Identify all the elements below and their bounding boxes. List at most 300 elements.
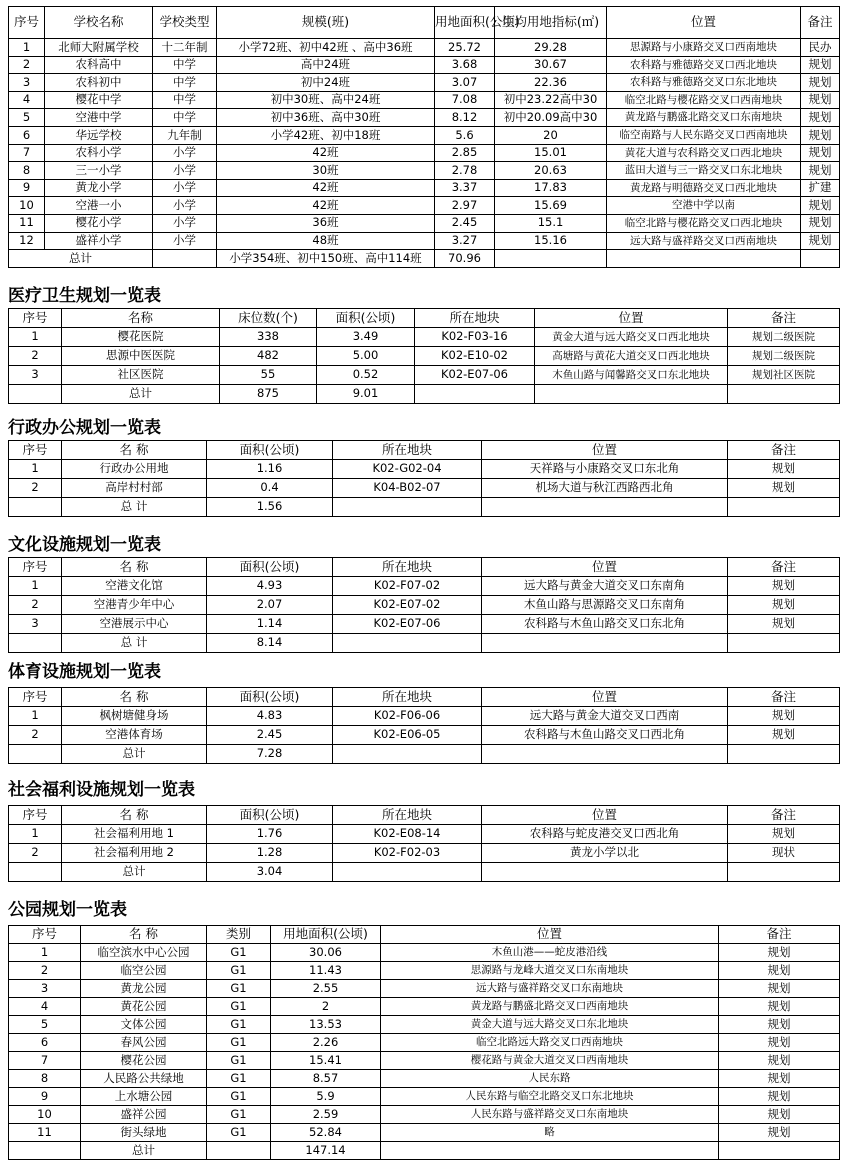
table-cell: 1 bbox=[9, 460, 62, 479]
table-row bbox=[9, 347, 840, 366]
table-cell: 2.07 bbox=[207, 596, 333, 615]
table-cell: 2 bbox=[271, 998, 381, 1016]
empty-cell bbox=[607, 250, 801, 268]
table-header-row bbox=[9, 309, 840, 328]
table-cell: 48班 bbox=[217, 232, 435, 250]
table-cell: 3.37 bbox=[435, 179, 495, 197]
table-cell: 樱花路与黄金大道交叉口西南地块 bbox=[381, 1052, 719, 1070]
table-cell: 2 bbox=[9, 596, 62, 615]
table-cell: 15.41 bbox=[271, 1052, 381, 1070]
table-cell: 规划 bbox=[728, 460, 840, 479]
empty-cell bbox=[333, 498, 482, 517]
table-row bbox=[9, 1034, 840, 1052]
table-cell: 临空北路与樱花路交叉口西南地块 bbox=[607, 91, 801, 109]
table-cell: 2 bbox=[9, 479, 62, 498]
empty-cell bbox=[9, 745, 62, 764]
table-row bbox=[9, 162, 840, 180]
table-cell: 空港文化馆 bbox=[62, 577, 207, 596]
total-cell: 总计 bbox=[62, 745, 207, 764]
column-header: 名 称 bbox=[81, 926, 207, 944]
table-cell: 3 bbox=[9, 980, 81, 998]
column-header: 所在地块 bbox=[333, 558, 482, 577]
empty-cell bbox=[333, 863, 482, 882]
column-header: 位置 bbox=[482, 558, 728, 577]
total-cell: 1.56 bbox=[207, 498, 333, 517]
table-cell: K02-E07-06 bbox=[333, 615, 482, 634]
table-cell: 1 bbox=[9, 707, 62, 726]
parks-title: 公园规划一览表 bbox=[8, 900, 127, 920]
table-cell: 8 bbox=[9, 1070, 81, 1088]
column-header: 学校类型 bbox=[153, 7, 217, 39]
table-cell: 中学 bbox=[153, 91, 217, 109]
total-row bbox=[9, 385, 840, 404]
table-cell: 5 bbox=[9, 1016, 81, 1034]
table-row bbox=[9, 998, 840, 1016]
total-row bbox=[9, 1142, 840, 1160]
table-cell: 小学 bbox=[153, 232, 217, 250]
table-cell: 1 bbox=[9, 577, 62, 596]
table-cell: 小学 bbox=[153, 179, 217, 197]
table-cell: 机场大道与秋江西路西北角 bbox=[482, 479, 728, 498]
schools-table bbox=[8, 6, 840, 268]
column-header: 备注 bbox=[728, 558, 840, 577]
empty-cell bbox=[495, 250, 607, 268]
table-cell: 樱花小学 bbox=[45, 214, 153, 232]
table-cell: 36班 bbox=[217, 214, 435, 232]
column-header: 生均用地指标(㎡) bbox=[495, 7, 607, 39]
table-cell: 5.6 bbox=[435, 126, 495, 144]
column-header: 序号 bbox=[9, 688, 62, 707]
table-cell: 1.14 bbox=[207, 615, 333, 634]
table-row bbox=[9, 39, 840, 57]
table-cell: 高岸村村部 bbox=[62, 479, 207, 498]
table-cell: 42班 bbox=[217, 144, 435, 162]
table-cell: 空港中学 bbox=[45, 109, 153, 127]
table-cell: 482 bbox=[220, 347, 317, 366]
total-row bbox=[9, 863, 840, 882]
table-cell: 2 bbox=[9, 56, 45, 74]
table-cell: 农科小学 bbox=[45, 144, 153, 162]
table-cell: 9 bbox=[9, 179, 45, 197]
table-cell: 临空南路与人民东路交叉口西南地块 bbox=[607, 126, 801, 144]
table-cell: 远大路与黄金大道交叉口东南角 bbox=[482, 577, 728, 596]
empty-cell bbox=[728, 863, 840, 882]
table-row bbox=[9, 460, 840, 479]
table-header-row bbox=[9, 441, 840, 460]
table-cell: 樱花公园 bbox=[81, 1052, 207, 1070]
table-row bbox=[9, 1016, 840, 1034]
column-header: 面积(公顷) bbox=[317, 309, 415, 328]
table-row bbox=[9, 366, 840, 385]
table-row bbox=[9, 328, 840, 347]
column-header: 序号 bbox=[9, 7, 45, 39]
total-cell: 8.14 bbox=[207, 634, 333, 653]
empty-cell bbox=[482, 863, 728, 882]
sports-title: 体育设施规划一览表 bbox=[8, 662, 161, 682]
table-cell: 街头绿地 bbox=[81, 1124, 207, 1142]
parks-table bbox=[8, 925, 840, 1160]
table-cell: 1.28 bbox=[207, 844, 333, 863]
table-cell: 规划 bbox=[728, 577, 840, 596]
table-cell: 3.49 bbox=[317, 328, 415, 347]
table-cell: 规划社区医院 bbox=[728, 366, 840, 385]
table-cell: 民办 bbox=[801, 39, 840, 57]
table-cell: 规划 bbox=[719, 980, 840, 998]
column-header: 名称 bbox=[62, 309, 220, 328]
table-cell: 高塘路与黄花大道交叉口西北地块 bbox=[535, 347, 728, 366]
empty-cell bbox=[333, 745, 482, 764]
total-cell: 总计 bbox=[9, 250, 153, 268]
table-row bbox=[9, 1088, 840, 1106]
column-header: 所在地块 bbox=[333, 688, 482, 707]
table-cell: 现状 bbox=[728, 844, 840, 863]
table-cell: 扩建 bbox=[801, 179, 840, 197]
table-cell: 17.83 bbox=[495, 179, 607, 197]
column-header: 面积(公顷) bbox=[207, 558, 333, 577]
table-cell: G1 bbox=[207, 962, 271, 980]
column-header: 名 称 bbox=[62, 441, 207, 460]
table-cell: 10 bbox=[9, 1106, 81, 1124]
table-cell: 15.69 bbox=[495, 197, 607, 215]
table-cell: 2.78 bbox=[435, 162, 495, 180]
table-cell: 初中30班、高中24班 bbox=[217, 91, 435, 109]
column-header: 位置 bbox=[607, 7, 801, 39]
table-header-row bbox=[9, 806, 840, 825]
table-cell: 0.4 bbox=[207, 479, 333, 498]
table-cell: K02-E08-14 bbox=[333, 825, 482, 844]
table-cell: 3.68 bbox=[435, 56, 495, 74]
table-cell: 22.36 bbox=[495, 74, 607, 92]
column-header: 位置 bbox=[482, 441, 728, 460]
culture-title: 文化设施规划一览表 bbox=[8, 535, 161, 555]
total-cell: 70.96 bbox=[435, 250, 495, 268]
medical-title: 医疗卫生规划一览表 bbox=[8, 286, 161, 306]
table-cell: 20.63 bbox=[495, 162, 607, 180]
table-cell: 农科高中 bbox=[45, 56, 153, 74]
table-cell: 11 bbox=[9, 214, 45, 232]
table-cell: 2.97 bbox=[435, 197, 495, 215]
table-cell: 十二年制 bbox=[153, 39, 217, 57]
empty-cell bbox=[9, 385, 62, 404]
table-cell: 3.27 bbox=[435, 232, 495, 250]
table-cell: K04-B02-07 bbox=[333, 479, 482, 498]
table-row bbox=[9, 214, 840, 232]
table-row bbox=[9, 1106, 840, 1124]
table-cell: 黄龙路与鹏盛北路交叉口东南地块 bbox=[607, 109, 801, 127]
table-cell: 2 bbox=[9, 844, 62, 863]
table-cell: 规划二级医院 bbox=[728, 347, 840, 366]
table-cell: 20 bbox=[495, 126, 607, 144]
table-cell: K02-E07-02 bbox=[333, 596, 482, 615]
table-cell: 社区医院 bbox=[62, 366, 220, 385]
table-cell: 临空北路远大路交叉口西南地块 bbox=[381, 1034, 719, 1052]
column-header: 序号 bbox=[9, 558, 62, 577]
table-cell: 7 bbox=[9, 1052, 81, 1070]
column-header: 位置 bbox=[535, 309, 728, 328]
table-header-row bbox=[9, 558, 840, 577]
empty-cell bbox=[207, 1142, 271, 1160]
column-header: 学校名称 bbox=[45, 7, 153, 39]
table-cell: 规划 bbox=[801, 126, 840, 144]
table-cell: 小学42班、初中18班 bbox=[217, 126, 435, 144]
table-cell: 规划 bbox=[719, 1088, 840, 1106]
table-cell: 小学 bbox=[153, 162, 217, 180]
table-row bbox=[9, 56, 840, 74]
table-row bbox=[9, 944, 840, 962]
table-cell: 木鱼山路与思源路交叉口东南角 bbox=[482, 596, 728, 615]
table-row bbox=[9, 232, 840, 250]
total-cell: 7.28 bbox=[207, 745, 333, 764]
column-header: 位置 bbox=[482, 806, 728, 825]
empty-cell bbox=[801, 250, 840, 268]
table-cell: 规划 bbox=[801, 162, 840, 180]
table-cell: 行政办公用地 bbox=[62, 460, 207, 479]
table-cell: 远大路与黄金大道交叉口西南 bbox=[482, 707, 728, 726]
table-header-row bbox=[9, 7, 840, 39]
empty-cell bbox=[728, 498, 840, 517]
total-cell: 147.14 bbox=[271, 1142, 381, 1160]
table-cell: 盛祥公园 bbox=[81, 1106, 207, 1124]
empty-cell bbox=[415, 385, 535, 404]
table-cell: G1 bbox=[207, 980, 271, 998]
table-cell: 规划 bbox=[719, 1124, 840, 1142]
column-header: 所在地块 bbox=[333, 806, 482, 825]
total-cell: 9.01 bbox=[317, 385, 415, 404]
table-cell: 黄龙小学 bbox=[45, 179, 153, 197]
table-cell: 初中24班 bbox=[217, 74, 435, 92]
table-cell: 2 bbox=[9, 962, 81, 980]
table-cell: 规划二级医院 bbox=[728, 328, 840, 347]
table-cell: 规划 bbox=[728, 596, 840, 615]
table-cell: 2.45 bbox=[435, 214, 495, 232]
table-cell: 樱花医院 bbox=[62, 328, 220, 347]
table-cell: 338 bbox=[220, 328, 317, 347]
table-cell: 木鱼山路与闻馨路交叉口东北地块 bbox=[535, 366, 728, 385]
table-cell: 规划 bbox=[801, 91, 840, 109]
column-header: 面积(公顷) bbox=[207, 806, 333, 825]
table-cell: 9 bbox=[9, 1088, 81, 1106]
table-cell: 人民东路 bbox=[381, 1070, 719, 1088]
table-cell: K02-E06-05 bbox=[333, 726, 482, 745]
admin-table bbox=[8, 440, 840, 517]
table-cell: 蓝田大道与三一路交叉口东北地块 bbox=[607, 162, 801, 180]
table-cell: 农科初中 bbox=[45, 74, 153, 92]
table-cell: 远大路与盛祥路交叉口西南地块 bbox=[607, 232, 801, 250]
table-cell: 小学 bbox=[153, 144, 217, 162]
table-row bbox=[9, 144, 840, 162]
table-row bbox=[9, 980, 840, 998]
total-row bbox=[9, 634, 840, 653]
table-cell: 空港一小 bbox=[45, 197, 153, 215]
empty-cell bbox=[9, 634, 62, 653]
column-header: 备注 bbox=[728, 688, 840, 707]
cropped-heading bbox=[0, 0, 850, 5]
medical-table bbox=[8, 308, 840, 404]
table-row bbox=[9, 707, 840, 726]
column-header: 所在地块 bbox=[333, 441, 482, 460]
column-header: 备注 bbox=[719, 926, 840, 944]
empty-cell bbox=[719, 1142, 840, 1160]
table-cell: 文体公园 bbox=[81, 1016, 207, 1034]
table-cell: 1.16 bbox=[207, 460, 333, 479]
table-cell: 华远学校 bbox=[45, 126, 153, 144]
empty-cell bbox=[9, 498, 62, 517]
table-cell: 25.72 bbox=[435, 39, 495, 57]
table-row bbox=[9, 615, 840, 634]
column-header: 规模(班) bbox=[217, 7, 435, 39]
column-header: 位置 bbox=[381, 926, 719, 944]
table-cell: 52.84 bbox=[271, 1124, 381, 1142]
empty-cell bbox=[535, 385, 728, 404]
table-row bbox=[9, 91, 840, 109]
table-cell: 黄金大道与远大路交叉口东北地块 bbox=[381, 1016, 719, 1034]
table-cell: 中学 bbox=[153, 56, 217, 74]
table-cell: 10 bbox=[9, 197, 45, 215]
table-cell: 规划 bbox=[801, 74, 840, 92]
empty-cell bbox=[9, 1142, 81, 1160]
table-cell: K02-E07-06 bbox=[415, 366, 535, 385]
column-header: 床位数(个) bbox=[220, 309, 317, 328]
table-cell: 小学 bbox=[153, 197, 217, 215]
empty-cell bbox=[728, 745, 840, 764]
table-cell: 空港中学以南 bbox=[607, 197, 801, 215]
table-cell: 空港体育场 bbox=[62, 726, 207, 745]
table-cell: 略 bbox=[381, 1124, 719, 1142]
table-cell: 15.1 bbox=[495, 214, 607, 232]
table-cell: G1 bbox=[207, 998, 271, 1016]
table-cell: 30班 bbox=[217, 162, 435, 180]
total-row bbox=[9, 250, 840, 268]
table-cell: 临空滨水中心公园 bbox=[81, 944, 207, 962]
table-cell: 1.76 bbox=[207, 825, 333, 844]
total-cell: 875 bbox=[220, 385, 317, 404]
admin-title: 行政办公规划一览表 bbox=[8, 418, 161, 438]
total-cell: 总 计 bbox=[62, 634, 207, 653]
column-header: 用地面积(公顷) bbox=[435, 7, 495, 39]
table-cell: 思源路与小康路交叉口西南地块 bbox=[607, 39, 801, 57]
table-cell: 樱花中学 bbox=[45, 91, 153, 109]
table-cell: G1 bbox=[207, 1034, 271, 1052]
column-header: 序号 bbox=[9, 926, 81, 944]
table-cell: 5 bbox=[9, 109, 45, 127]
table-cell: 农科路与木鱼山路交叉口西北角 bbox=[482, 726, 728, 745]
table-cell: 规划 bbox=[728, 825, 840, 844]
table-cell: 1 bbox=[9, 944, 81, 962]
column-header: 名 称 bbox=[62, 688, 207, 707]
table-cell: 12 bbox=[9, 232, 45, 250]
sports-table bbox=[8, 687, 840, 764]
table-row bbox=[9, 596, 840, 615]
table-cell: 6 bbox=[9, 1034, 81, 1052]
table-cell: K02-F03-16 bbox=[415, 328, 535, 347]
table-cell: 中学 bbox=[153, 74, 217, 92]
table-cell: 2.45 bbox=[207, 726, 333, 745]
table-cell: 高中24班 bbox=[217, 56, 435, 74]
table-cell: K02-E10-02 bbox=[415, 347, 535, 366]
empty-cell bbox=[153, 250, 217, 268]
table-cell: 规划 bbox=[719, 1034, 840, 1052]
column-header: 备注 bbox=[728, 441, 840, 460]
table-cell: 规划 bbox=[728, 479, 840, 498]
empty-cell bbox=[728, 385, 840, 404]
table-cell: 规划 bbox=[801, 144, 840, 162]
table-cell: 0.52 bbox=[317, 366, 415, 385]
total-row bbox=[9, 745, 840, 764]
empty-cell bbox=[728, 634, 840, 653]
table-cell: 4.93 bbox=[207, 577, 333, 596]
total-cell: 小学354班、初中150班、高中114班 bbox=[217, 250, 435, 268]
empty-cell bbox=[482, 498, 728, 517]
table-cell: 天祥路与小康路交叉口东北角 bbox=[482, 460, 728, 479]
table-cell: 上水塘公园 bbox=[81, 1088, 207, 1106]
table-row bbox=[9, 825, 840, 844]
total-row bbox=[9, 498, 840, 517]
table-row bbox=[9, 726, 840, 745]
table-cell: 农科路与雅德路交叉口东北地块 bbox=[607, 74, 801, 92]
table-row bbox=[9, 179, 840, 197]
table-cell: 42班 bbox=[217, 179, 435, 197]
table-cell: 临空北路与樱花路交叉口西北地块 bbox=[607, 214, 801, 232]
column-header: 名 称 bbox=[62, 558, 207, 577]
table-cell: 规划 bbox=[719, 1106, 840, 1124]
column-header: 备注 bbox=[801, 7, 840, 39]
table-cell: 黄金大道与远大路交叉口西北地块 bbox=[535, 328, 728, 347]
table-cell: 春风公园 bbox=[81, 1034, 207, 1052]
total-cell: 总计 bbox=[62, 385, 220, 404]
table-cell: 黄龙公园 bbox=[81, 980, 207, 998]
table-cell: 规划 bbox=[728, 726, 840, 745]
table-cell: 3.07 bbox=[435, 74, 495, 92]
table-cell: 1 bbox=[9, 39, 45, 57]
table-cell: 空港展示中心 bbox=[62, 615, 207, 634]
table-cell: 黄花大道与农科路交叉口西北地块 bbox=[607, 144, 801, 162]
table-cell: 8.57 bbox=[271, 1070, 381, 1088]
column-header: 所在地块 bbox=[415, 309, 535, 328]
column-header: 名 称 bbox=[62, 806, 207, 825]
table-cell: 3 bbox=[9, 615, 62, 634]
table-cell: 农科路与蛇皮港交叉口西北角 bbox=[482, 825, 728, 844]
table-cell: 4.83 bbox=[207, 707, 333, 726]
table-cell: G1 bbox=[207, 1016, 271, 1034]
table-row bbox=[9, 479, 840, 498]
table-cell: 黄花公园 bbox=[81, 998, 207, 1016]
table-cell: 55 bbox=[220, 366, 317, 385]
table-cell: G1 bbox=[207, 1070, 271, 1088]
table-cell: 2.26 bbox=[271, 1034, 381, 1052]
table-cell: 规划 bbox=[719, 944, 840, 962]
table-row bbox=[9, 74, 840, 92]
column-header: 类别 bbox=[207, 926, 271, 944]
table-cell: 29.28 bbox=[495, 39, 607, 57]
table-cell: 黄龙路与鹏盛北路交叉口西南地块 bbox=[381, 998, 719, 1016]
table-cell: 2.55 bbox=[271, 980, 381, 998]
empty-cell bbox=[482, 634, 728, 653]
table-cell: 8.12 bbox=[435, 109, 495, 127]
table-row bbox=[9, 126, 840, 144]
table-row bbox=[9, 109, 840, 127]
total-cell: 总计 bbox=[62, 863, 207, 882]
table-cell: 北师大附属学校 bbox=[45, 39, 153, 57]
table-cell: 初中20.09高中30 bbox=[495, 109, 607, 127]
table-cell: 规划 bbox=[719, 962, 840, 980]
table-cell: 三一小学 bbox=[45, 162, 153, 180]
table-cell: 人民东路与临空北路交叉口东北地块 bbox=[381, 1088, 719, 1106]
table-row bbox=[9, 577, 840, 596]
table-cell: 木鱼山港——蛇皮港沿线 bbox=[381, 944, 719, 962]
table-cell: 4 bbox=[9, 998, 81, 1016]
table-cell: 小学72班、初中42班 、高中36班 bbox=[217, 39, 435, 57]
table-row bbox=[9, 197, 840, 215]
